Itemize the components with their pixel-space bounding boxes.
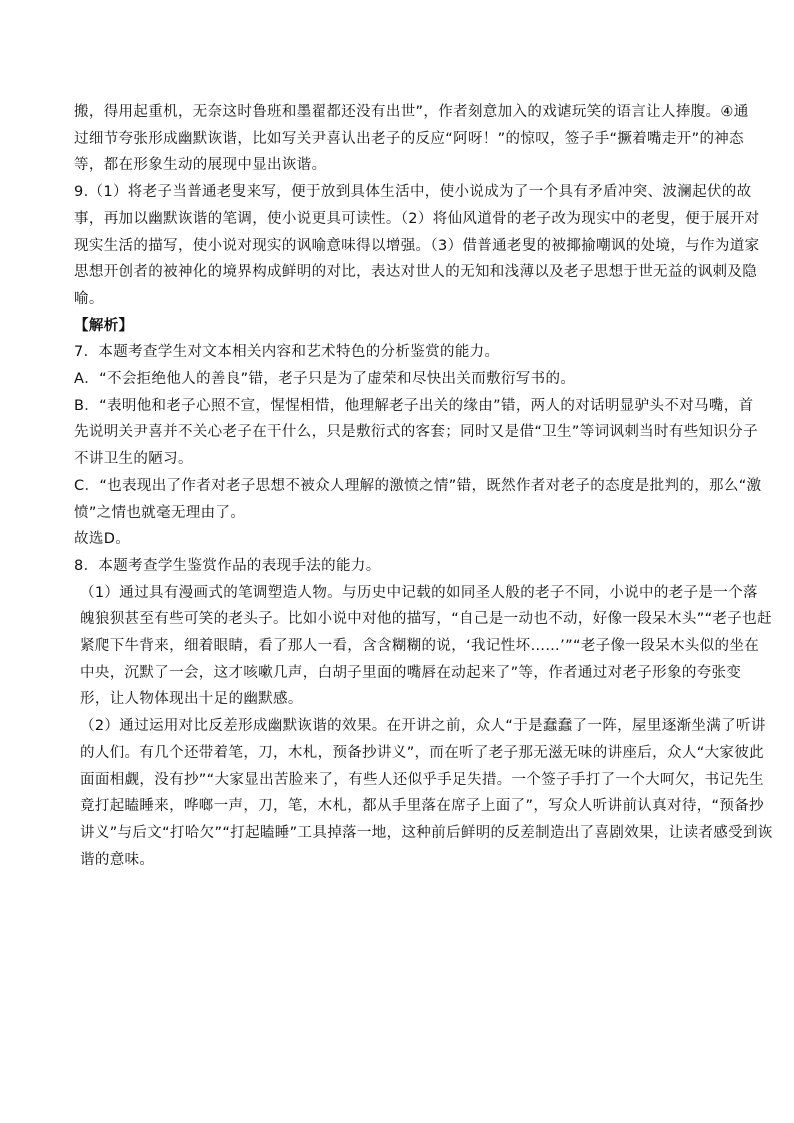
text-line: 讲义”与后文“打哈欠”“打起瞌睡”工具掉落一地，这种前后鲜明的反差制造出了喜剧效果，让读者感受到诙: [80, 824, 773, 841]
analysis-7-option-b: [74, 393, 758, 473]
analysis-7-intro: [74, 339, 724, 366]
text-line: 过细节夸张形成幽默诙谐，比如写关尹喜认出老子的反应“阿呀！”的惊叹，签子手“撅着嘴走开”的神态: [74, 130, 744, 147]
text-line: B．“表明他和老子心照不宣，惺惺相惜，他理解老子出关的缘由”错，两人的对话明显驴头不对马嘴，首: [74, 397, 754, 414]
analysis-heading: [74, 313, 724, 340]
text-line: 现实生活的描写，使小说对现实的讽喻意味得以增强。（3）借普通老叟的被揶揄嘲讽的处境，与作为道家: [74, 237, 760, 254]
text-line: 7．本题考查学生对文本相关内容和艺术特色的分析鉴赏的能力。: [74, 344, 500, 361]
text-line: 喻。: [74, 290, 104, 307]
text-line: 事，再加以幽默诙谐的笔调，使小说更具可读性。（2）将仙风道骨的老子改为现实中的老叟，便于展开对: [74, 210, 760, 227]
analysis-8-intro: [74, 553, 724, 580]
text-line: （2）通过运用对比反差形成幽默诙谐的效果。在开讲之前，众人“于是蠢蠢了一阵，屋里逐渐坐满了听讲: [80, 718, 766, 735]
analysis-7-option-a: [74, 366, 724, 393]
answer-8-continuation: [74, 99, 749, 179]
text-line: 先说明关尹喜并不关心老子在干什么，只是敷衍式的客套；同时又是借“卫生”等词讽刺当时有些知识分子: [74, 424, 758, 441]
text-line: 【解析】: [74, 317, 134, 334]
text-line: A．“不会拒绝他人的善良”错，老子只是为了虚荣和尽快出关而敷衍写书的。: [74, 371, 576, 388]
text-line: （1）通过具有漫画式的笔调塑造人物。与历史中记载的如同圣人般的老子不同，小说中的老子是一个落: [80, 584, 758, 601]
text-line: 谐的意味。: [80, 851, 155, 868]
text-line: 紧爬下牛背来，细着眼睛，看了那人一看，含含糊糊的说，‘我记性坏……’”“老子像一段呆木头似的坐在: [80, 638, 760, 655]
document-body: [74, 99, 773, 873]
answer-9: [74, 179, 760, 313]
text-line: 面面相觑，没有抄”“大家显出苦脸来了，有些人还似乎手足失措。一个签子手打了一个大呵欠，书记先生: [80, 771, 764, 788]
text-line: 9.（1）将老子当普通老叟来写，便于放到具体生活中，使小说成为了一个具有矛盾冲突、波澜起伏的故: [74, 184, 752, 201]
analysis-8-point-1: [74, 580, 772, 714]
text-line: C．“也表现出了作者对老子思想不被众人理解的激愤之情”错，既然作者对老子的态度是批判的，那么“激: [74, 477, 762, 494]
text-line: 竟打起瞌睡来，哗啷一声，刀，笔，木札，都从手里落在席子上面了”，写众人听讲前认真对待，“预备抄: [80, 798, 764, 815]
text-line: 魄狼狈甚至有些可笑的老头子。比如小说中对他的描写，“自己是一动也不动，好像一段呆木头”“老子也赶: [80, 611, 772, 628]
analysis-8-point-2: [74, 713, 773, 873]
text-line: 等，都在形象生动的展现中显出诙谐。: [74, 157, 327, 174]
text-line: 中央，沉默了一会，这才咳嗽几声，白胡子里面的嘴唇在动起来了”等，作者通过对老子形象的夸张变: [80, 664, 742, 681]
analysis-7-conclusion: [74, 526, 724, 553]
analysis-7-option-c: [74, 473, 762, 526]
text-line: 的人们。有几个还带着笔，刀，木札，预备抄讲义”，而在听了老子那无滋无味的讲座后，众人“大家彼此: [80, 744, 764, 761]
text-line: 搬，得用起重机，无奈这时鲁班和墨翟都还没有出世”，作者刻意加入的戏谑玩笑的语言让人捧腹。④通: [74, 104, 749, 120]
text-line: 愤”之情也就毫无理由了。: [74, 504, 246, 521]
text-line: 不讲卫生的陋习。: [74, 451, 193, 468]
text-line: 故选D。: [74, 531, 131, 548]
text-line: 形，让人物体现出十足的幽默感。: [80, 691, 303, 708]
text-line: 8．本题考查学生鉴赏作品的表现手法的能力。: [74, 557, 381, 574]
text-line: 思想开创者的被神化的境界构成鲜明的对比，表达对世人的无知和浅薄以及老子思想于世无益的讽刺及隐: [74, 264, 758, 281]
